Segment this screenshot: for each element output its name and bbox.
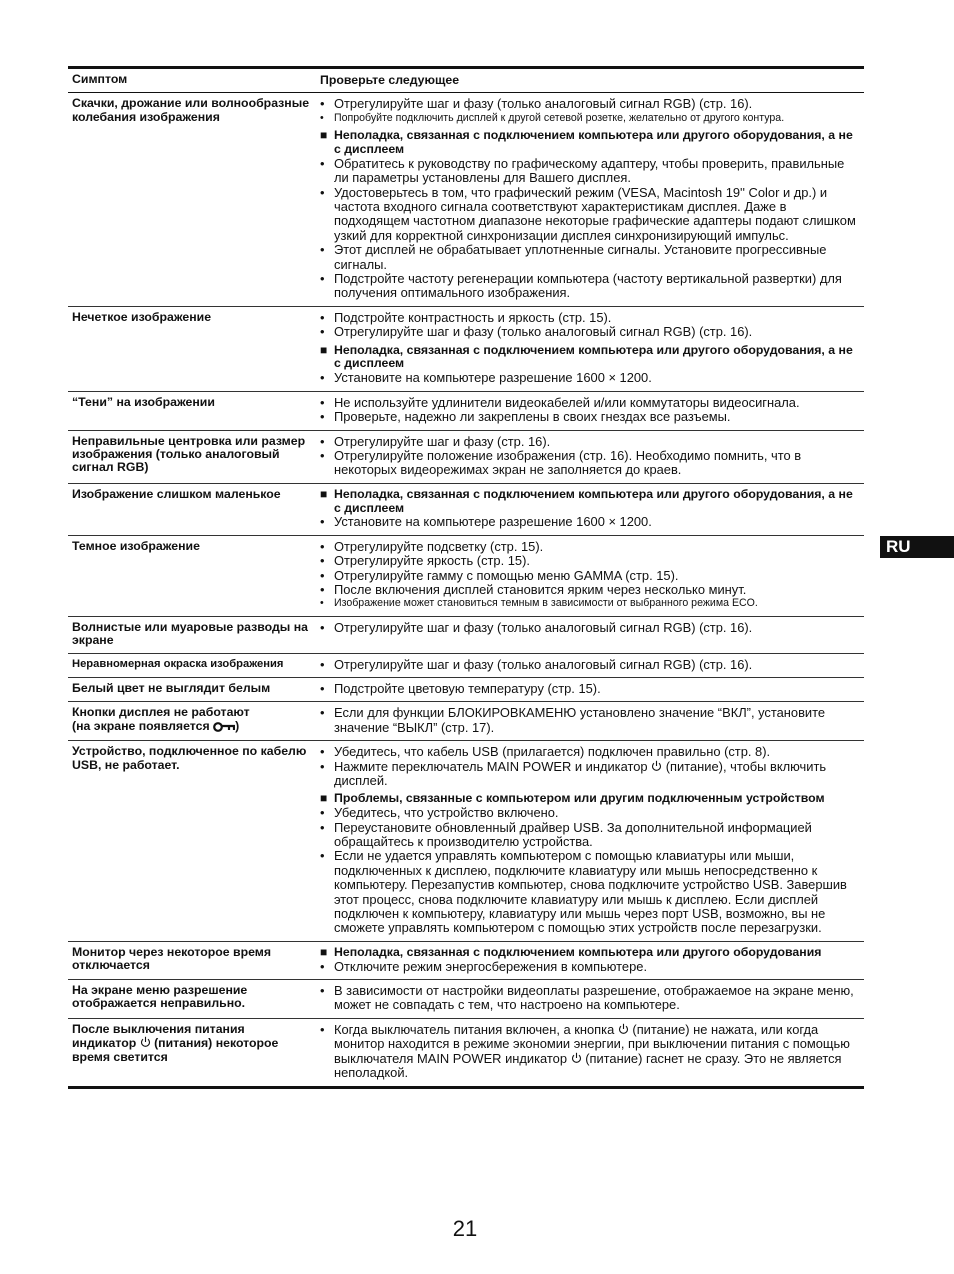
power-icon xyxy=(140,1036,151,1048)
square-bullet-icon: ■ xyxy=(320,944,328,959)
check-cell xyxy=(314,93,864,305)
list-item xyxy=(320,410,862,424)
list-item xyxy=(320,849,862,935)
item-text: Отключите режим энергосбережения в компьютере. xyxy=(334,958,648,974)
list-item xyxy=(320,272,862,301)
list-item xyxy=(320,112,862,125)
table-row xyxy=(68,678,864,702)
symptom-text: ) xyxy=(235,718,240,733)
check-cell xyxy=(314,617,864,653)
table-row xyxy=(68,431,864,484)
item-text: Изображение может становиться темным в зависимости от выбранного режима ECO. xyxy=(334,597,758,610)
item-text: Обратитесь к руководству по графическому адаптеру, чтобы проверить, правильные ли параметры установлены для Вашего дисплея. xyxy=(334,155,845,186)
item-text: Отрегулируйте положение изображения (стр. 16). Необходимо помнить, что в некоторых видеорежимах экран не заполняется до краев. xyxy=(334,447,802,478)
symptom-text: (питания) некоторое время светится xyxy=(72,1036,279,1064)
list-item xyxy=(320,435,862,449)
item-text: В зависимости от настройки видеоплаты разрешение, отображаемое на экране меню, может не совпадать с тем, что настроено на компьютере. xyxy=(334,983,854,1013)
bullet-icon: • xyxy=(320,553,325,569)
square-bullet-icon: ■ xyxy=(320,486,328,501)
list-item xyxy=(320,682,862,696)
item-text: Отрегулируйте шаг и фазу (стр. 16). xyxy=(334,433,551,449)
check-cell xyxy=(314,1019,864,1086)
list-item xyxy=(320,554,862,568)
symptom-cell xyxy=(68,702,314,740)
check-cell xyxy=(314,980,864,1018)
section-heading xyxy=(320,344,862,372)
list-item xyxy=(320,583,862,597)
item-text: Подстройте цветовую температуру (стр. 15). xyxy=(334,680,601,696)
bullet-icon: • xyxy=(320,619,325,635)
item-text-part: (питание) гаснет не сразу. Это не является неполадкой. xyxy=(334,1050,842,1081)
bullet-icon: • xyxy=(320,705,325,721)
table-row xyxy=(68,484,864,536)
check-cell xyxy=(314,392,864,430)
list-item xyxy=(320,597,862,610)
square-bullet-icon: ■ xyxy=(320,791,328,806)
heading-text: Проблемы, связанные с компьютером или другим подключенным устройством xyxy=(334,791,825,806)
symptom-cell: Темное изображение xyxy=(72,538,200,553)
power-icon xyxy=(571,1052,582,1064)
bullet-icon: • xyxy=(320,744,325,760)
bullet-icon: • xyxy=(320,409,325,425)
heading-text: Неполадка, связанная с подключением компьютера или другого оборудования xyxy=(334,944,822,959)
symptom-cell: Неправильные центровка или размер изображения (только аналоговый сигнал RGB) xyxy=(72,433,306,475)
item-text: Отрегулируйте шаг и фазу (только аналоговый сигнал RGB) (стр. 16). xyxy=(334,96,753,112)
item-text-part: (питание), чтобы включить дисплей. xyxy=(334,758,827,788)
list-item xyxy=(320,515,862,529)
list-item xyxy=(320,243,862,272)
bullet-icon: • xyxy=(320,581,325,597)
bullet-icon: • xyxy=(320,155,325,171)
item-text: Убедитесь, что кабель USB (прилагается) подключен правильно (стр. 8). xyxy=(334,744,771,760)
item-text: Отрегулируйте яркость (стр. 15). xyxy=(334,553,530,569)
heading-text: Неполадка, связанная с подключением компьютера или другого оборудования, а не с дисплеем xyxy=(334,486,853,515)
list-item xyxy=(320,311,862,325)
list-item xyxy=(320,371,862,385)
item-text: Отрегулируйте шаг и фазу (только аналоговый сигнал RGB) (стр. 16). xyxy=(334,619,753,635)
item-text: Не используйте удлинители видеокабелей и/или коммутаторы видеосигнала. xyxy=(334,394,800,410)
section-heading xyxy=(320,792,862,806)
square-bullet-icon: ■ xyxy=(320,128,328,143)
table-row xyxy=(68,93,864,306)
check-cell xyxy=(314,431,864,483)
list-item xyxy=(320,569,862,583)
table-body xyxy=(68,93,864,1085)
list-item xyxy=(320,1023,862,1081)
check-cell xyxy=(314,741,864,941)
symptom-cell: Изображение слишком маленькое xyxy=(72,486,281,501)
bullet-icon: • xyxy=(320,958,325,974)
symptom-cell: Нечеткое изображение xyxy=(72,309,212,324)
table-row xyxy=(68,392,864,431)
list-item xyxy=(320,821,862,850)
bullet-icon: • xyxy=(320,805,325,821)
item-text-part: (питание) не нажата, или когда монитор находится в режиме экономии энергии, при выключении питания с помощью выключателя MAIN POWER индикатор xyxy=(334,1021,850,1066)
list-item xyxy=(320,960,862,974)
symptom-cell: “Тени” на изображении xyxy=(72,394,215,409)
list-item xyxy=(320,706,862,735)
symptom-cell xyxy=(68,1019,314,1086)
bullet-icon: • xyxy=(320,271,325,287)
bullet-icon: • xyxy=(320,447,325,463)
key-icon xyxy=(213,721,235,733)
list-item xyxy=(320,449,862,478)
table-row xyxy=(68,654,864,678)
bullet-icon: • xyxy=(320,848,325,864)
list-item xyxy=(320,97,862,111)
heading-text: Неполадка, связанная с подключением компьютера или другого оборудования, а не с дисплеем xyxy=(334,128,853,157)
symptom-text: После выключения питания индикатор xyxy=(72,1021,245,1051)
item-text: Подстройте контрастность и яркость (стр. 15). xyxy=(334,309,612,325)
table-row xyxy=(68,942,864,980)
bullet-icon: • xyxy=(320,758,325,774)
item-text: Установите на компьютере разрешение 1600 × 1200. xyxy=(334,370,652,386)
bullet-icon: • xyxy=(320,983,325,999)
symptom-cell: Неравномерная окраска изображения xyxy=(72,657,284,670)
bullet-icon: • xyxy=(320,538,325,554)
item-text: Если для функции БЛОКИРОВКАМЕНЮ установлено значение “ВКЛ”, установите значение “ВЫКЛ” (стр. 17). xyxy=(334,705,826,735)
section-heading xyxy=(320,129,862,157)
bullet-icon: • xyxy=(320,370,325,386)
list-item xyxy=(320,157,862,186)
list-item xyxy=(320,186,862,244)
bullet-icon: • xyxy=(320,309,325,325)
bullet-icon: • xyxy=(320,96,325,112)
bullet-icon: • xyxy=(320,514,325,530)
language-tab: RU xyxy=(880,536,954,558)
bullet-icon: • xyxy=(320,324,325,340)
bullet-icon: • xyxy=(320,1021,325,1037)
list-item xyxy=(320,760,862,789)
bullet-icon: • xyxy=(320,433,325,449)
table-row xyxy=(68,980,864,1019)
item-text: Если не удается управлять компьютером с помощью клавиатуры или мыши, подключенных к дисплею, подключите клавиатуру или мышь непосредственно к компьютеру. Перезапустив компьютер, снова подключите устройство USB. Завершив этот процесс, снова подключите клавиатуру или мышь к дисплею. Если дисплей подключен к компьютеру, клавиатуру или мышь через порт USB, возможно, вы не сможете управлять компьютером с помощью этих устройств после перезагрузки. xyxy=(334,848,847,936)
item-text: Установите на компьютере разрешение 1600 × 1200. xyxy=(334,514,652,530)
power-icon xyxy=(618,1023,629,1035)
bullet-icon: • xyxy=(320,111,324,124)
symptom-cell: На экране меню разрешение отображается неправильно. xyxy=(72,983,248,1011)
symptom-cell: Волнистые или муаровые разводы на экране xyxy=(72,619,308,648)
list-item xyxy=(320,658,862,672)
check-cell xyxy=(314,307,864,391)
table-row xyxy=(68,536,864,617)
troubleshooting-table xyxy=(68,66,864,1089)
table-header xyxy=(68,69,864,93)
check-cell xyxy=(314,942,864,979)
table-row xyxy=(68,617,864,654)
check-cell xyxy=(314,678,864,701)
section-heading xyxy=(320,946,862,960)
bullet-icon: • xyxy=(320,394,325,410)
bullet-icon: • xyxy=(320,819,325,835)
list-item xyxy=(320,325,862,339)
item-text: Проверьте, надежно ли закреплены в своих гнездах все разъемы. xyxy=(334,409,731,425)
item-text: Отрегулируйте гамму с помощью меню GAMMA (стр. 15). xyxy=(334,567,679,583)
section-heading xyxy=(320,488,862,516)
symptom-cell: Устройство, подключенное по кабелю USB, не работает. xyxy=(72,744,307,772)
table-row xyxy=(68,741,864,942)
check-cell xyxy=(314,702,864,740)
symptom-text: Кнопки дисплея не работают xyxy=(72,705,250,720)
header-check: Проверьте следующее xyxy=(320,73,460,87)
heading-text: Неполадка, связанная с подключением компьютера или другого оборудования, а не с дисплеем xyxy=(334,342,853,371)
item-text: Отрегулируйте шаг и фазу (только аналоговый сигнал RGB) (стр. 16). xyxy=(334,324,753,340)
list-item xyxy=(320,540,862,554)
item-text-part: Нажмите переключатель MAIN POWER и индикатор xyxy=(334,758,652,774)
item-text: После включения дисплей становится ярким через несколько минут. xyxy=(334,581,747,597)
item-text: Попробуйте подключить дисплей к другой сетевой розетке, желательно от другого контура. xyxy=(334,111,785,124)
symptom-cell: Монитор через некоторое время отключается xyxy=(72,944,272,973)
item-text: Отрегулируйте подсветку (стр. 15). xyxy=(334,538,544,554)
page-number: 21 xyxy=(452,1216,478,1241)
check-cell xyxy=(314,654,864,677)
list-item xyxy=(320,621,862,635)
item-text-part: Когда выключатель питания включен, а кнопка xyxy=(334,1021,618,1037)
item-text: Отрегулируйте шаг и фазу (только аналоговый сигнал RGB) (стр. 16). xyxy=(334,656,753,672)
list-item xyxy=(320,984,862,1013)
symptom-cell: Белый цвет не выглядит белым xyxy=(72,680,271,695)
bullet-icon: • xyxy=(320,184,325,200)
symptom-text: (на экране появляется xyxy=(72,718,214,733)
bullet-icon: • xyxy=(320,680,325,696)
table-row xyxy=(68,307,864,392)
square-bullet-icon: ■ xyxy=(320,342,328,357)
item-text: Подстройте частоту регенерации компьютера (частоту вертикальной развертки) для получения оптимального изображения. xyxy=(334,271,842,301)
item-text: Удостоверьтесь в том, что графический режим (VESA, Macintosh 19'' Color и др.) и частота входного сигнала соответствуют характеристикам дисплея. Даже в подходящем частотном диапазоне некоторые графические адаптеры подают слишком узкий для корректной синхронизации дисплея синхронизирующий импульс. xyxy=(334,184,856,243)
item-text xyxy=(334,1023,862,1081)
bullet-icon: • xyxy=(320,242,325,258)
table-row xyxy=(68,1019,864,1086)
list-item xyxy=(320,806,862,820)
item-text xyxy=(334,760,862,789)
table-row xyxy=(68,702,864,741)
symptom-cell: Скачки, дрожание или волнообразные колебания изображения xyxy=(72,96,310,124)
item-text: Этот дисплей не обрабатывает уплотненные сигналы. Установите прогрессивные сигналы. xyxy=(334,242,827,272)
bullet-icon: • xyxy=(320,597,324,610)
bullet-icon: • xyxy=(320,656,325,672)
list-item xyxy=(320,745,862,759)
bullet-icon: • xyxy=(320,567,325,583)
item-text: Переустановите обновленный драйвер USB. За дополнительной информацией обращайтесь к производителю устройства. xyxy=(334,819,812,850)
check-cell xyxy=(314,484,864,535)
check-cell xyxy=(314,536,864,616)
power-icon xyxy=(651,760,662,772)
item-text: Убедитесь, что устройство включено. xyxy=(334,805,559,821)
header-symptom: Симптом xyxy=(72,72,128,86)
list-item xyxy=(320,396,862,410)
